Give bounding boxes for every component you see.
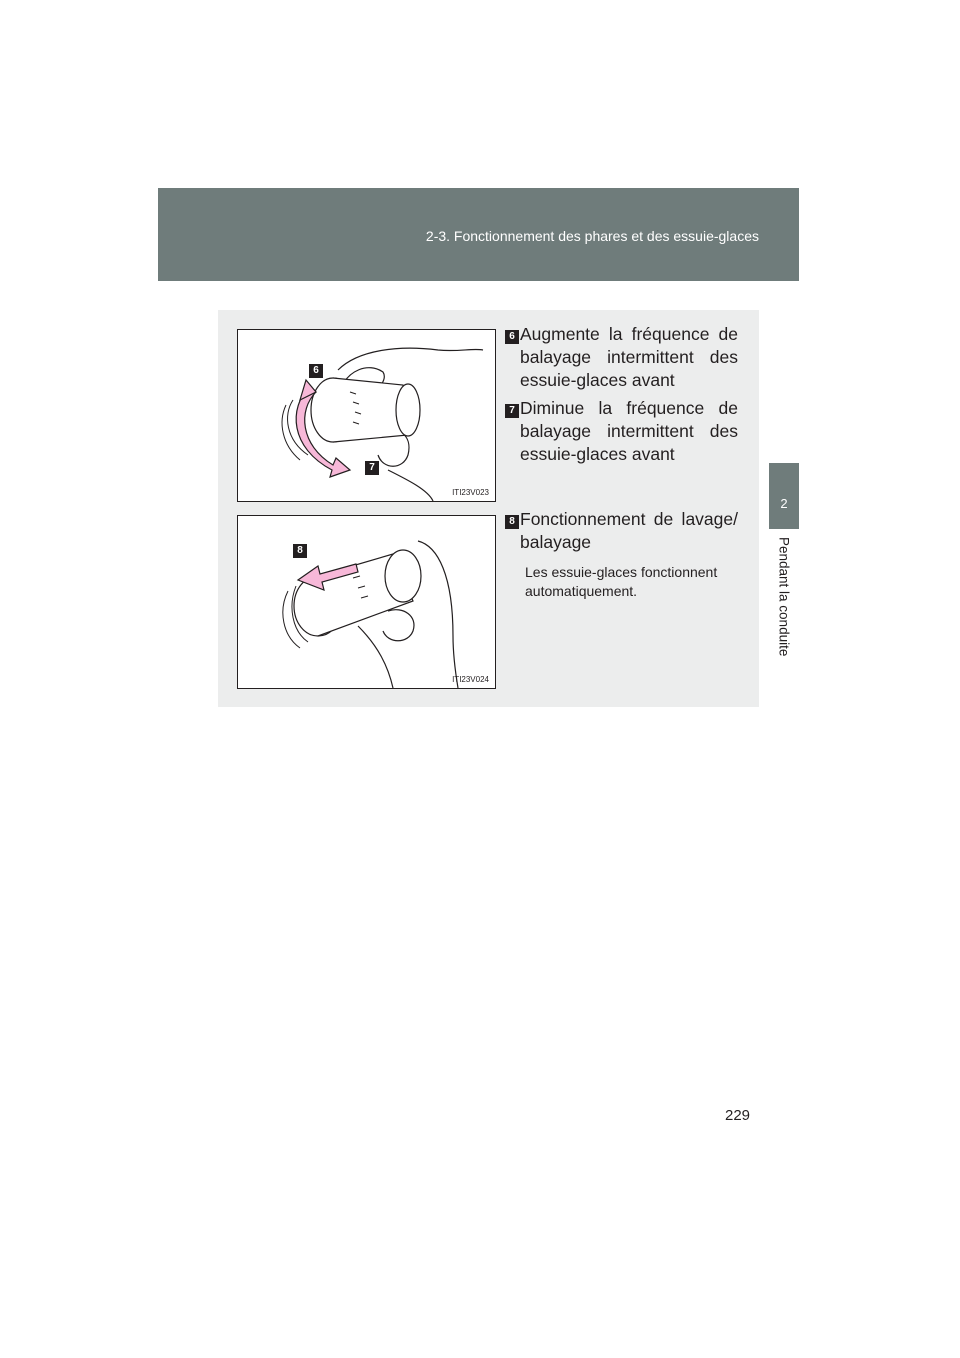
figure-code: ITI23V024 [452, 675, 489, 684]
side-tab [769, 463, 799, 529]
item-text: Augmente la fréquence de balayage intermittent des essuie-glaces avant [520, 324, 738, 390]
section-title: 2-3. Fonctionnement des phares et des essuie-glaces [425, 228, 759, 244]
wash-wipe-illustration [238, 516, 495, 688]
side-tab-label-text: Pendant la conduite [776, 537, 792, 657]
item-text: Diminue la fréquence de balayage intermittent des essuie-glaces avant [520, 398, 738, 464]
side-tab-number: 2 [780, 496, 788, 511]
item-number: 6 [505, 330, 519, 344]
item-text: Fonctionnement de lavage/ balayage [520, 509, 738, 552]
item-number: 7 [505, 404, 519, 418]
callout-8: 8 [293, 544, 307, 558]
list-item [505, 397, 738, 466]
figure-wiper-frequency [237, 329, 496, 502]
figure-code: ITI23V023 [452, 488, 489, 497]
item-number: 8 [505, 515, 519, 529]
header-band [158, 188, 799, 281]
note-text: Les essuie-glaces fonctionnent automatiquement. [525, 564, 718, 599]
wiper-frequency-illustration [238, 330, 495, 501]
page-number: 229 [725, 1107, 751, 1124]
callout-7: 7 [365, 461, 379, 475]
callout-6: 6 [309, 364, 323, 378]
figure-wash-wipe [237, 515, 496, 689]
side-tab-label [769, 537, 799, 677]
list-item [505, 323, 738, 392]
list-item [505, 508, 738, 554]
